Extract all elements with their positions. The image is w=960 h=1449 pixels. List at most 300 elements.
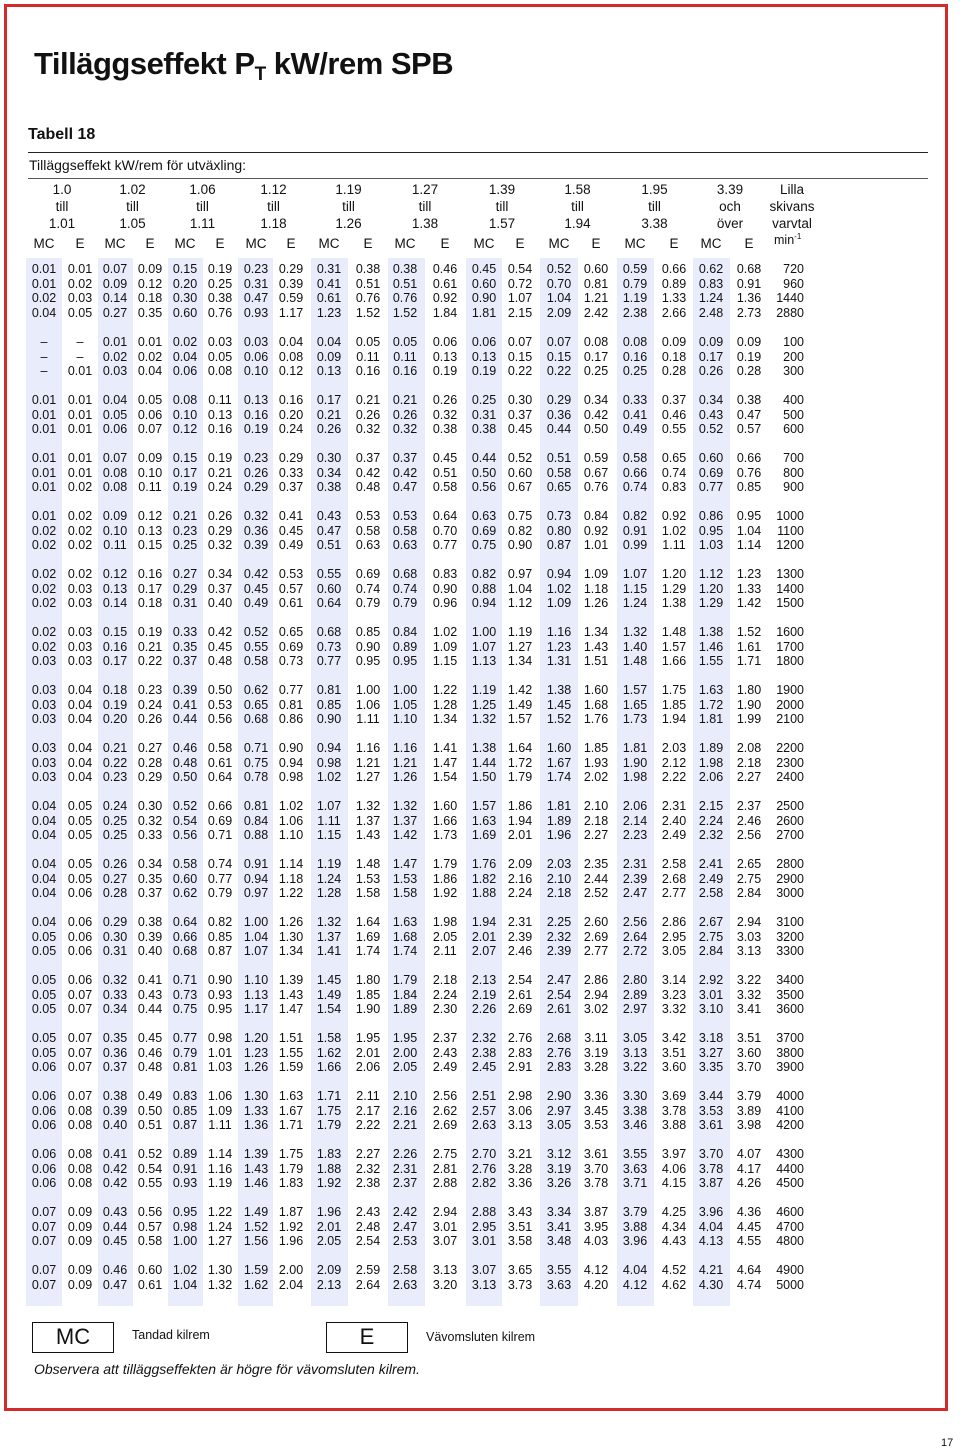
mc-value-cell: 2.25 xyxy=(546,915,572,929)
e-value-cell: 1.79 xyxy=(278,1161,304,1176)
e-value-cell: 2.35 xyxy=(583,857,609,871)
e-value-cell: 1.68 xyxy=(583,697,609,712)
mc-value-cell: 0.29 xyxy=(546,393,572,407)
e-value-cell: 0.28 xyxy=(736,364,762,379)
e-value-cell: 1.17 xyxy=(278,305,304,320)
mc-value-cell: 2.70 xyxy=(471,1147,497,1161)
e-value-cell: 1.92 xyxy=(278,1219,304,1234)
e-value-cell: 3.03 xyxy=(736,929,762,944)
mc-value-cell: 0.85 xyxy=(172,1103,198,1118)
e-value-cell: 3.11 xyxy=(584,1031,608,1045)
e-value-cell: 0.22 xyxy=(137,654,163,669)
e-value-cell: 0.33 xyxy=(137,828,163,843)
e-value-cell: 0.09 xyxy=(137,262,163,276)
mc-value-cell: 0.85 xyxy=(316,697,342,712)
e-value-cell: 0.72 xyxy=(507,276,533,291)
mc-value-cell: 0.08 xyxy=(102,480,128,495)
mc-value-cell: 0.68 xyxy=(172,944,198,959)
e-value-cell: 2.12 xyxy=(661,755,687,770)
e-value-cell: 3.89 xyxy=(736,1103,762,1118)
e-value-cell: 0.53 xyxy=(207,697,233,712)
mc-value-cell: 0.18 xyxy=(102,683,128,697)
mc-value-cell: 2.76 xyxy=(546,1045,572,1060)
e-value-cell: 3.13 xyxy=(507,1118,533,1133)
e-value-cell: 3.41 xyxy=(736,1002,762,1017)
ratio-header-line: 1.18 xyxy=(260,216,287,231)
e-value-cell: 1.14 xyxy=(207,1147,233,1161)
mc-value-cell: 0.01 xyxy=(102,335,128,349)
mc-value-cell: 0.77 xyxy=(698,480,724,495)
rpm-value-cell: 2880 xyxy=(776,305,804,320)
mc-value-cell: 1.57 xyxy=(471,799,497,813)
rpm-value-cell: 4700 xyxy=(776,1219,804,1234)
table-row xyxy=(0,1046,960,1061)
e-value-cell: 0.01 xyxy=(67,465,93,480)
mc-value-cell: 0.32 xyxy=(243,509,269,523)
e-value-cell: 0.47 xyxy=(736,407,762,422)
e-value-cell: 1.38 xyxy=(661,596,687,611)
table-row xyxy=(0,262,960,277)
mc-value-cell: 0.83 xyxy=(698,276,724,291)
e-value-cell: 0.32 xyxy=(137,813,163,828)
e-value-cell: 2.11 xyxy=(433,944,457,959)
mc-value-cell: 1.13 xyxy=(243,987,269,1002)
e-value-cell: 1.79 xyxy=(432,857,458,871)
mc-value-cell: 0.06 xyxy=(31,1147,57,1161)
mc-value-cell: 0.13 xyxy=(316,364,342,379)
e-value-cell: 2.94 xyxy=(736,915,762,929)
mc-value-cell: 0.16 xyxy=(102,639,128,654)
e-value-cell: 3.70 xyxy=(583,1161,609,1176)
e-value-cell: 1.48 xyxy=(661,625,687,639)
mc-value-cell: 1.79 xyxy=(392,973,418,987)
e-value-cell: 0.37 xyxy=(137,886,163,901)
table-row xyxy=(0,1118,960,1133)
mc-value-cell: 0.44 xyxy=(471,451,497,465)
mc-value-cell: 3.71 xyxy=(622,1176,648,1191)
mc-value-cell: 2.97 xyxy=(622,1002,648,1017)
table-row xyxy=(0,306,960,321)
mc-value-cell: 1.30 xyxy=(243,1089,269,1103)
e-value-cell: 0.60 xyxy=(583,262,609,276)
e-value-cell: 3.28 xyxy=(583,1060,609,1075)
mc-value-cell: 0.75 xyxy=(471,538,497,553)
e-value-cell: 0.74 xyxy=(661,465,687,480)
mc-value-cell: 1.28 xyxy=(316,886,342,901)
e-value-cell: 0.07 xyxy=(67,1089,93,1103)
mc-value-cell: 0.98 xyxy=(172,1219,198,1234)
mc-value-cell: 1.45 xyxy=(316,973,342,987)
e-value-cell: 3.28 xyxy=(507,1161,533,1176)
e-value-cell: 3.51 xyxy=(661,1045,687,1060)
mc-value-cell: 0.21 xyxy=(102,741,128,755)
mc-value-cell: 1.54 xyxy=(316,1002,342,1017)
mc-value-cell: 2.07 xyxy=(471,944,497,959)
mc-value-cell: 0.02 xyxy=(172,335,198,349)
e-value-cell: 0.39 xyxy=(137,929,163,944)
mc-value-cell: 0.89 xyxy=(172,1147,198,1161)
e-value-cell: 3.73 xyxy=(507,1277,533,1292)
mc-value-cell: 2.01 xyxy=(316,1219,342,1234)
mc-value-cell: 0.47 xyxy=(316,523,342,538)
mc-value-cell: 2.09 xyxy=(316,1263,342,1277)
mc-value-cell: 2.05 xyxy=(316,1234,342,1249)
mc-value-cell: 0.26 xyxy=(316,422,342,437)
mc-value-cell: 1.32 xyxy=(622,625,648,639)
mc-value-cell: 0.81 xyxy=(316,683,342,697)
e-value-cell: 0.19 xyxy=(137,625,163,639)
e-value-cell: 0.05 xyxy=(67,857,93,871)
rpm-value-cell: 1500 xyxy=(776,596,804,611)
rpm-value-cell: 4400 xyxy=(776,1161,804,1176)
mc-value-cell: 0.46 xyxy=(172,741,198,755)
mc-value-cell: 2.41 xyxy=(698,857,724,871)
e-value-cell: 1.71 xyxy=(736,654,762,669)
e-value-cell: 0.03 xyxy=(67,581,93,596)
e-value-cell: 0.21 xyxy=(355,393,381,407)
rpm-value-cell: 2700 xyxy=(776,828,804,843)
e-value-cell: 3.60 xyxy=(736,1045,762,1060)
mc-value-cell: 0.66 xyxy=(622,465,648,480)
e-value-cell: 0.83 xyxy=(661,480,687,495)
e-value-cell: 0.45 xyxy=(507,422,533,437)
e-value-cell: 0.19 xyxy=(736,349,762,364)
mc-value-cell: 1.62 xyxy=(316,1045,342,1060)
mc-value-cell: 0.84 xyxy=(243,813,269,828)
e-value-cell: 0.29 xyxy=(137,770,163,785)
e-value-cell: 0.59 xyxy=(583,451,609,465)
mc-value-cell: 2.63 xyxy=(392,1277,418,1292)
e-value-cell: 1.27 xyxy=(507,639,533,654)
mc-value-cell: 1.81 xyxy=(546,799,572,813)
rpm-header-line: skivans xyxy=(769,199,815,214)
e-value-cell: 1.27 xyxy=(355,770,381,785)
mc-value-cell: 2.16 xyxy=(392,1103,418,1118)
e-value-cell: 1.52 xyxy=(355,305,381,320)
e-value-cell: 0.08 xyxy=(67,1103,93,1118)
e-value-cell: 0.02 xyxy=(67,276,93,291)
mc-value-cell: 0.50 xyxy=(471,465,497,480)
mc-value-cell: 2.10 xyxy=(546,871,572,886)
ratio-header-line: 1.26 xyxy=(335,216,362,231)
e-value-cell: 0.16 xyxy=(137,567,163,581)
e-value-cell: 0.74 xyxy=(207,857,233,871)
mc-value-cell: 0.74 xyxy=(622,480,648,495)
mc-value-cell: 0.01 xyxy=(31,262,57,276)
mc-value-cell: 0.36 xyxy=(546,407,572,422)
mc-value-cell: 1.10 xyxy=(392,712,418,727)
e-value-cell: 0.01 xyxy=(137,335,163,349)
mc-value-cell: 0.58 xyxy=(172,857,198,871)
rpm-value-cell: 2500 xyxy=(776,799,804,813)
mc-value-cell: 0.38 xyxy=(102,1089,128,1103)
e-value-cell: 4.36 xyxy=(736,1205,762,1219)
e-value-cell: 0.55 xyxy=(137,1176,163,1191)
table-row xyxy=(0,712,960,727)
mc-value-cell: 1.62 xyxy=(243,1277,269,1292)
mc-value-cell: 1.71 xyxy=(316,1089,342,1103)
ratio-header-line: 1.38 xyxy=(411,216,439,231)
mc-value-cell: 3.61 xyxy=(698,1118,724,1133)
e-value-cell: 1.52 xyxy=(736,625,762,639)
e-value-cell: 0.33 xyxy=(278,465,304,480)
e-value-cell: 3.23 xyxy=(661,987,687,1002)
e-value-cell: 0.34 xyxy=(137,857,163,871)
e-value-cell: 3.20 xyxy=(432,1277,458,1292)
mc-value-cell: 1.74 xyxy=(392,944,418,959)
mc-value-cell: 0.43 xyxy=(102,1205,128,1219)
mc-value-cell: 0.29 xyxy=(172,581,198,596)
e-value-cell: 0.77 xyxy=(278,683,304,697)
e-value-cell: 2.56 xyxy=(432,1089,458,1103)
mc-value-cell: 0.09 xyxy=(102,276,128,291)
mc-value-cell: 1.72 xyxy=(698,697,724,712)
e-value-cell: 0.27 xyxy=(137,741,163,755)
mc-value-cell: 0.73 xyxy=(172,987,198,1002)
table-row xyxy=(0,1205,960,1220)
mc-value-cell: 1.11 xyxy=(317,813,341,828)
mc-value-cell: 0.58 xyxy=(546,465,572,480)
mc-value-cell: 1.95 xyxy=(392,1031,418,1045)
mc-value-cell: 3.13 xyxy=(622,1045,648,1060)
mc-value-cell: 0.87 xyxy=(172,1118,198,1133)
e-value-cell: 1.20 xyxy=(661,567,687,581)
e-value-cell: 3.02 xyxy=(583,1002,609,1017)
mc-value-cell: 0.06 xyxy=(102,422,128,437)
mc-value-cell: 4.30 xyxy=(698,1277,724,1292)
mc-value-cell: 1.83 xyxy=(316,1147,342,1161)
rpm-value-cell: 600 xyxy=(783,422,804,437)
e-value-cell: 0.89 xyxy=(661,276,687,291)
mc-value-cell: 1.73 xyxy=(622,712,648,727)
mc-value-cell: 3.55 xyxy=(546,1263,572,1277)
e-value-cell: 0.82 xyxy=(207,915,233,929)
e-value-cell: 1.98 xyxy=(432,915,458,929)
e-value-cell: 2.76 xyxy=(507,1031,533,1045)
e-value-cell: 0.48 xyxy=(207,654,233,669)
e-value-cell: 1.63 xyxy=(278,1089,304,1103)
e-value-cell: 1.79 xyxy=(507,770,533,785)
e-value-cell: 0.01 xyxy=(67,451,93,465)
e-value-cell: 2.68 xyxy=(661,871,687,886)
e-value-cell: 1.47 xyxy=(432,755,458,770)
ratio-header-line: 1.58 xyxy=(564,182,591,197)
mc-value-cell: 2.97 xyxy=(546,1103,572,1118)
e-value-cell: 0.49 xyxy=(137,1089,163,1103)
e-value-cell: 1.90 xyxy=(736,697,762,712)
e-value-cell: 0.97 xyxy=(507,567,533,581)
mc-value-cell: 2.21 xyxy=(392,1118,418,1133)
mc-value-cell: 0.84 xyxy=(392,625,418,639)
mc-value-cell: 0.31 xyxy=(316,262,342,276)
e-value-cell: 2.42 xyxy=(583,305,609,320)
mc-value-cell: 1.52 xyxy=(546,712,572,727)
e-value-cell: 1.06 xyxy=(207,1089,233,1103)
mc-value-cell: 0.95 xyxy=(172,1205,198,1219)
e-value-cell: 2.69 xyxy=(432,1118,458,1133)
e-value-cell: 0.35 xyxy=(137,871,163,886)
e-value-cell: 0.85 xyxy=(736,480,762,495)
table-row xyxy=(0,886,960,901)
mc-value-cell: 0.44 xyxy=(172,712,198,727)
e-value-cell: 1.54 xyxy=(432,770,458,785)
e-value-cell: 0.04 xyxy=(67,683,93,697)
mc-value-cell: 0.68 xyxy=(392,567,418,581)
mc-value-cell: 0.04 xyxy=(31,871,57,886)
e-value-cell: 1.33 xyxy=(736,581,762,596)
e-value-cell: 1.57 xyxy=(507,712,533,727)
mc-value-cell: 0.07 xyxy=(31,1277,57,1292)
mc-value-cell: 0.03 xyxy=(31,712,57,727)
mc-value-cell: 0.04 xyxy=(31,886,57,901)
mc-value-cell: 0.83 xyxy=(172,1089,198,1103)
mc-value-cell: 1.49 xyxy=(243,1205,269,1219)
table-row xyxy=(0,930,960,945)
e-value-cell: 1.73 xyxy=(432,828,458,843)
rpm-value-cell: 3800 xyxy=(776,1045,804,1060)
mc-value-cell: 2.23 xyxy=(622,828,648,843)
mc-value-cell: 0.88 xyxy=(471,581,497,596)
e-value-cell: 3.87 xyxy=(583,1205,609,1219)
mc-value-cell: 3.38 xyxy=(622,1103,648,1118)
e-value-cell: 1.16 xyxy=(207,1161,233,1176)
mc-value-cell: 3.55 xyxy=(622,1147,648,1161)
e-value-cell: 2.11 xyxy=(356,1089,380,1103)
e-value-cell: 2.10 xyxy=(583,799,609,813)
mc-value-cell: 2.61 xyxy=(546,1002,572,1017)
e-value-cell: 1.85 xyxy=(355,987,381,1002)
e-value-cell: 2.31 xyxy=(507,915,533,929)
table-row xyxy=(0,698,960,713)
mc-value-cell: 1.37 xyxy=(316,929,342,944)
e-value-cell: 2.60 xyxy=(583,915,609,929)
mc-value-cell: 0.21 xyxy=(316,407,342,422)
e-value-cell: 1.83 xyxy=(278,1176,304,1191)
e-column-header: E xyxy=(145,236,155,251)
rpm-value-cell: 900 xyxy=(783,480,804,495)
mc-value-cell: 0.37 xyxy=(102,1060,128,1075)
rpm-value-cell: 3600 xyxy=(776,1002,804,1017)
e-value-cell: 1.01 xyxy=(583,538,609,553)
e-value-cell: 2.65 xyxy=(736,857,762,871)
mc-value-cell: 0.35 xyxy=(172,639,198,654)
e-value-cell: 0.90 xyxy=(355,639,381,654)
table-row xyxy=(0,408,960,423)
e-value-cell: 0.07 xyxy=(67,1002,93,1017)
mc-value-cell: 0.54 xyxy=(172,813,198,828)
mc-value-cell: 2.26 xyxy=(392,1147,418,1161)
e-value-cell: 0.66 xyxy=(736,451,762,465)
mc-value-cell: 2.49 xyxy=(698,871,724,886)
e-value-cell: 0.21 xyxy=(207,465,233,480)
e-value-cell: 0.87 xyxy=(207,944,233,959)
mc-value-cell: 0.60 xyxy=(316,581,342,596)
e-value-cell: 2.69 xyxy=(507,1002,533,1017)
mc-value-cell: 1.63 xyxy=(698,683,724,697)
mc-value-cell: 0.41 xyxy=(102,1147,128,1161)
e-value-cell: 0.45 xyxy=(432,451,458,465)
e-value-cell: 0.81 xyxy=(583,276,609,291)
e-value-cell: 2.48 xyxy=(355,1219,381,1234)
mc-value-cell: 0.05 xyxy=(31,1002,57,1017)
e-value-cell: 0.50 xyxy=(583,422,609,437)
mc-value-cell: 1.81 xyxy=(471,305,497,320)
e-value-cell: 1.34 xyxy=(583,625,609,639)
table-row xyxy=(0,538,960,553)
mc-value-cell: 3.87 xyxy=(698,1176,724,1191)
e-column-header: E xyxy=(515,236,525,251)
e-value-cell: 0.53 xyxy=(355,509,381,523)
e-value-cell: 0.12 xyxy=(278,364,304,379)
mc-value-cell: 1.43 xyxy=(243,1161,269,1176)
mc-value-cell: 0.78 xyxy=(243,770,269,785)
mc-value-cell: 0.77 xyxy=(316,654,342,669)
mc-value-cell: 4.12 xyxy=(622,1277,648,1292)
mc-value-cell: 0.81 xyxy=(172,1060,198,1075)
mc-value-cell: 0.03 xyxy=(31,770,57,785)
mc-value-cell: 0.06 xyxy=(31,1089,57,1103)
mc-value-cell: 0.05 xyxy=(31,987,57,1002)
mc-value-cell: 1.12 xyxy=(698,567,724,581)
mc-value-cell: 0.01 xyxy=(31,509,57,523)
mc-value-cell: 0.23 xyxy=(172,523,198,538)
table-row xyxy=(0,466,960,481)
e-value-cell: 1.00 xyxy=(355,683,381,697)
mc-value-cell: 0.14 xyxy=(102,596,128,611)
mc-value-cell: 3.12 xyxy=(546,1147,572,1161)
mc-value-cell: 0.17 xyxy=(102,654,128,669)
e-value-cell: 0.90 xyxy=(207,973,233,987)
e-value-cell: 0.34 xyxy=(207,567,233,581)
mc-value-cell: 0.25 xyxy=(102,828,128,843)
e-value-cell: 1.39 xyxy=(278,973,304,987)
mc-value-cell: 0.21 xyxy=(172,509,198,523)
mc-value-cell: 1.40 xyxy=(622,639,648,654)
e-value-cell: 0.13 xyxy=(207,407,233,422)
e-value-cell: 0.04 xyxy=(67,770,93,785)
e-value-cell: 2.56 xyxy=(736,828,762,843)
e-value-cell: 0.48 xyxy=(355,480,381,495)
mc-value-cell: 0.01 xyxy=(31,480,57,495)
ratio-header-line: till xyxy=(342,199,355,214)
mc-value-cell: 0.13 xyxy=(471,349,497,364)
e-value-cell: 1.49 xyxy=(507,697,533,712)
e-value-cell: 1.69 xyxy=(355,929,381,944)
e-value-cell: 0.30 xyxy=(507,393,533,407)
mc-value-cell: 0.06 xyxy=(172,364,198,379)
e-value-cell: 0.29 xyxy=(278,451,304,465)
e-value-cell: 0.38 xyxy=(137,915,163,929)
mc-value-cell: 3.88 xyxy=(622,1219,648,1234)
rpm-value-cell: 1600 xyxy=(776,625,804,639)
e-value-cell: 3.32 xyxy=(736,987,762,1002)
e-value-cell: 0.20 xyxy=(278,407,304,422)
e-value-cell: 0.06 xyxy=(67,929,93,944)
e-value-cell: 0.95 xyxy=(207,1002,233,1017)
rpm-value-cell: 200 xyxy=(783,349,804,364)
e-value-cell: 1.76 xyxy=(583,712,609,727)
mc-value-cell: 0.89 xyxy=(392,639,418,654)
ratio-header-line: över xyxy=(716,216,744,231)
e-value-cell: 4.06 xyxy=(661,1161,687,1176)
mc-value-cell: 0.63 xyxy=(471,509,497,523)
e-value-cell: 0.05 xyxy=(67,813,93,828)
e-value-cell: 0.53 xyxy=(278,567,304,581)
mc-value-cell: 0.16 xyxy=(392,364,418,379)
mc-value-cell: 0.32 xyxy=(102,973,128,987)
table-row xyxy=(0,1147,960,1162)
mc-column-header: MC xyxy=(318,236,340,251)
